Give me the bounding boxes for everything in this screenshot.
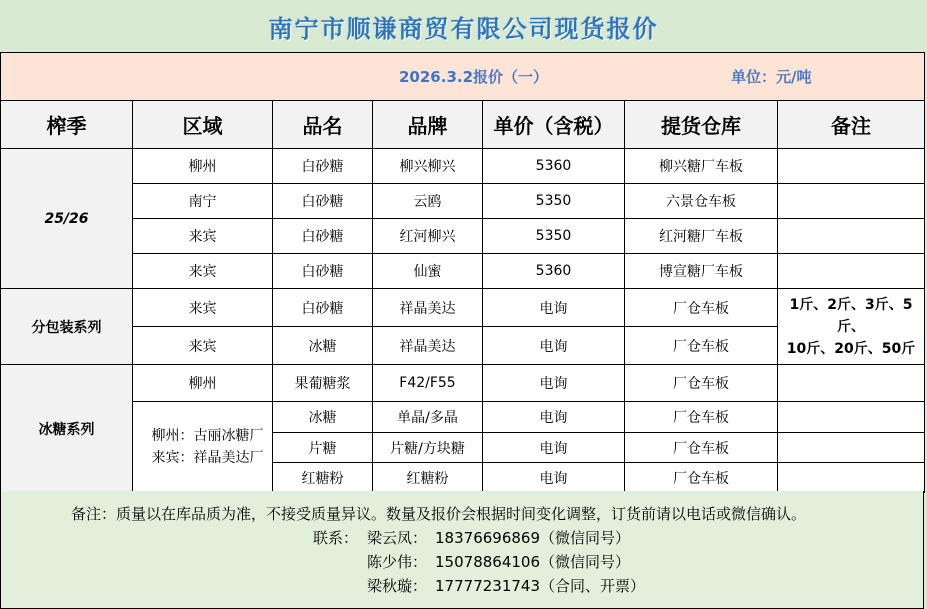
table-row [1, 254, 925, 289]
contact-phone: 15078864106（微信同号） [435, 553, 630, 571]
table-row [1, 289, 925, 327]
header-product: 品名 [273, 101, 373, 149]
brand-cell: 仙蜜 [373, 254, 483, 289]
warehouse-cell: 柳兴糖厂车板 [625, 149, 778, 184]
contact-name: 陈少伟： [367, 553, 428, 571]
brand-cell: 红糖粉 [373, 463, 483, 493]
origin-line2: 来宾：祥晶美达厂 [151, 450, 264, 466]
note-cell [778, 365, 925, 402]
warehouse-cell: 六景仓车板 [625, 184, 778, 219]
region-cell: 柳州 [133, 149, 273, 184]
brand-cell: F42/F55 [373, 365, 483, 402]
warehouse-cell: 厂仓车板 [625, 463, 778, 493]
unit-label: 单位：元/吨 [731, 68, 812, 86]
note-cell [778, 433, 925, 463]
brand-cell: 祥晶美达 [373, 327, 483, 365]
header-brand: 品牌 [373, 101, 483, 149]
note-cell [778, 219, 925, 254]
product-cell: 白砂糖 [273, 219, 373, 254]
contact-phone: 17777231743（合同、开票） [435, 577, 645, 595]
contact-phone: 18376696869（微信同号） [435, 529, 630, 547]
header-region: 区域 [133, 101, 273, 149]
header-season: 榨季 [1, 101, 133, 149]
note-cell [778, 402, 925, 433]
header-price: 单价（含税） [483, 101, 625, 149]
warehouse-cell: 厂仓车板 [625, 365, 778, 402]
quote-date: 2026.3.2报价（一） [399, 68, 549, 86]
price-table [0, 52, 925, 493]
region-cell: 南宁 [133, 184, 273, 219]
product-cell: 冰糖 [273, 402, 373, 433]
price-cell: 5350 [483, 184, 625, 219]
rock-series-label: 冰糖系列 [1, 365, 133, 493]
table-row [1, 365, 925, 402]
contact-line [367, 575, 645, 596]
warehouse-cell: 厂仓车板 [625, 289, 778, 327]
product-cell: 白砂糖 [273, 289, 373, 327]
pack-sizes-line1: 1斤、2斤、3斤、5斤、 [789, 296, 913, 335]
remarks-section [0, 491, 924, 609]
pack-sizes-note [778, 289, 925, 365]
brand-cell: 云鸥 [373, 184, 483, 219]
remarks-text: 备注：质量以在库品质为准，不接受质量异议。数量及报价会根据时间变化调整，订货前请以电话或微信确认。 [71, 505, 807, 523]
contact-line [367, 527, 630, 548]
table-row [1, 149, 925, 184]
product-cell: 白砂糖 [273, 254, 373, 289]
price-cell: 5350 [483, 219, 625, 254]
header-row [1, 101, 925, 149]
price-cell: 电询 [483, 433, 625, 463]
contact-line [367, 551, 630, 572]
header-warehouse: 提货仓库 [625, 101, 778, 149]
note-cell [778, 149, 925, 184]
date-row [1, 53, 925, 101]
contact-name: 梁云凤： [367, 529, 428, 547]
price-cell: 电询 [483, 463, 625, 493]
price-cell: 电询 [483, 365, 625, 402]
product-cell: 片糖 [273, 433, 373, 463]
warehouse-cell: 厂仓车板 [625, 433, 778, 463]
region-cell: 来宾 [133, 254, 273, 289]
note-cell [778, 184, 925, 219]
contact-name: 梁秋璇： [367, 577, 428, 595]
brand-cell: 单晶/多晶 [373, 402, 483, 433]
brand-cell: 红河柳兴 [373, 219, 483, 254]
price-cell: 5360 [483, 149, 625, 184]
warehouse-cell: 红河糖厂车板 [625, 219, 778, 254]
origin-line1: 柳州：古丽冰糖厂 [151, 428, 264, 444]
note-cell [778, 463, 925, 493]
page-title: 南宁市顺谦商贸有限公司现货报价 [268, 14, 659, 43]
header-note: 备注 [778, 101, 925, 149]
pack-sizes-line2: 10斤、20斤、50斤 [786, 340, 916, 357]
price-cell: 电询 [483, 402, 625, 433]
region-cell: 柳州 [133, 365, 273, 402]
warehouse-cell: 博宣糖厂车板 [625, 254, 778, 289]
product-cell: 白砂糖 [273, 184, 373, 219]
product-cell: 果葡糖浆 [273, 365, 373, 402]
table-row [1, 219, 925, 254]
region-cell: 来宾 [133, 289, 273, 327]
table-row [1, 184, 925, 219]
brand-cell: 祥晶美达 [373, 289, 483, 327]
price-cell: 5360 [483, 254, 625, 289]
note-cell [778, 254, 925, 289]
warehouse-cell: 厂仓车板 [625, 327, 778, 365]
season-label: 25/26 [1, 149, 133, 289]
warehouse-cell: 厂仓车板 [625, 402, 778, 433]
table-row [1, 402, 925, 433]
region-cell: 来宾 [133, 327, 273, 365]
region-cell: 来宾 [133, 219, 273, 254]
brand-cell: 片糖/方块糖 [373, 433, 483, 463]
pack-series-label: 分包装系列 [1, 289, 133, 365]
price-cell: 电询 [483, 327, 625, 365]
price-cell: 电询 [483, 289, 625, 327]
brand-cell: 柳兴柳兴 [373, 149, 483, 184]
product-cell: 红糖粉 [273, 463, 373, 493]
product-cell: 白砂糖 [273, 149, 373, 184]
factory-origin-note [133, 402, 273, 493]
contact-label: 联系： [313, 529, 359, 547]
product-cell: 冰糖 [273, 327, 373, 365]
